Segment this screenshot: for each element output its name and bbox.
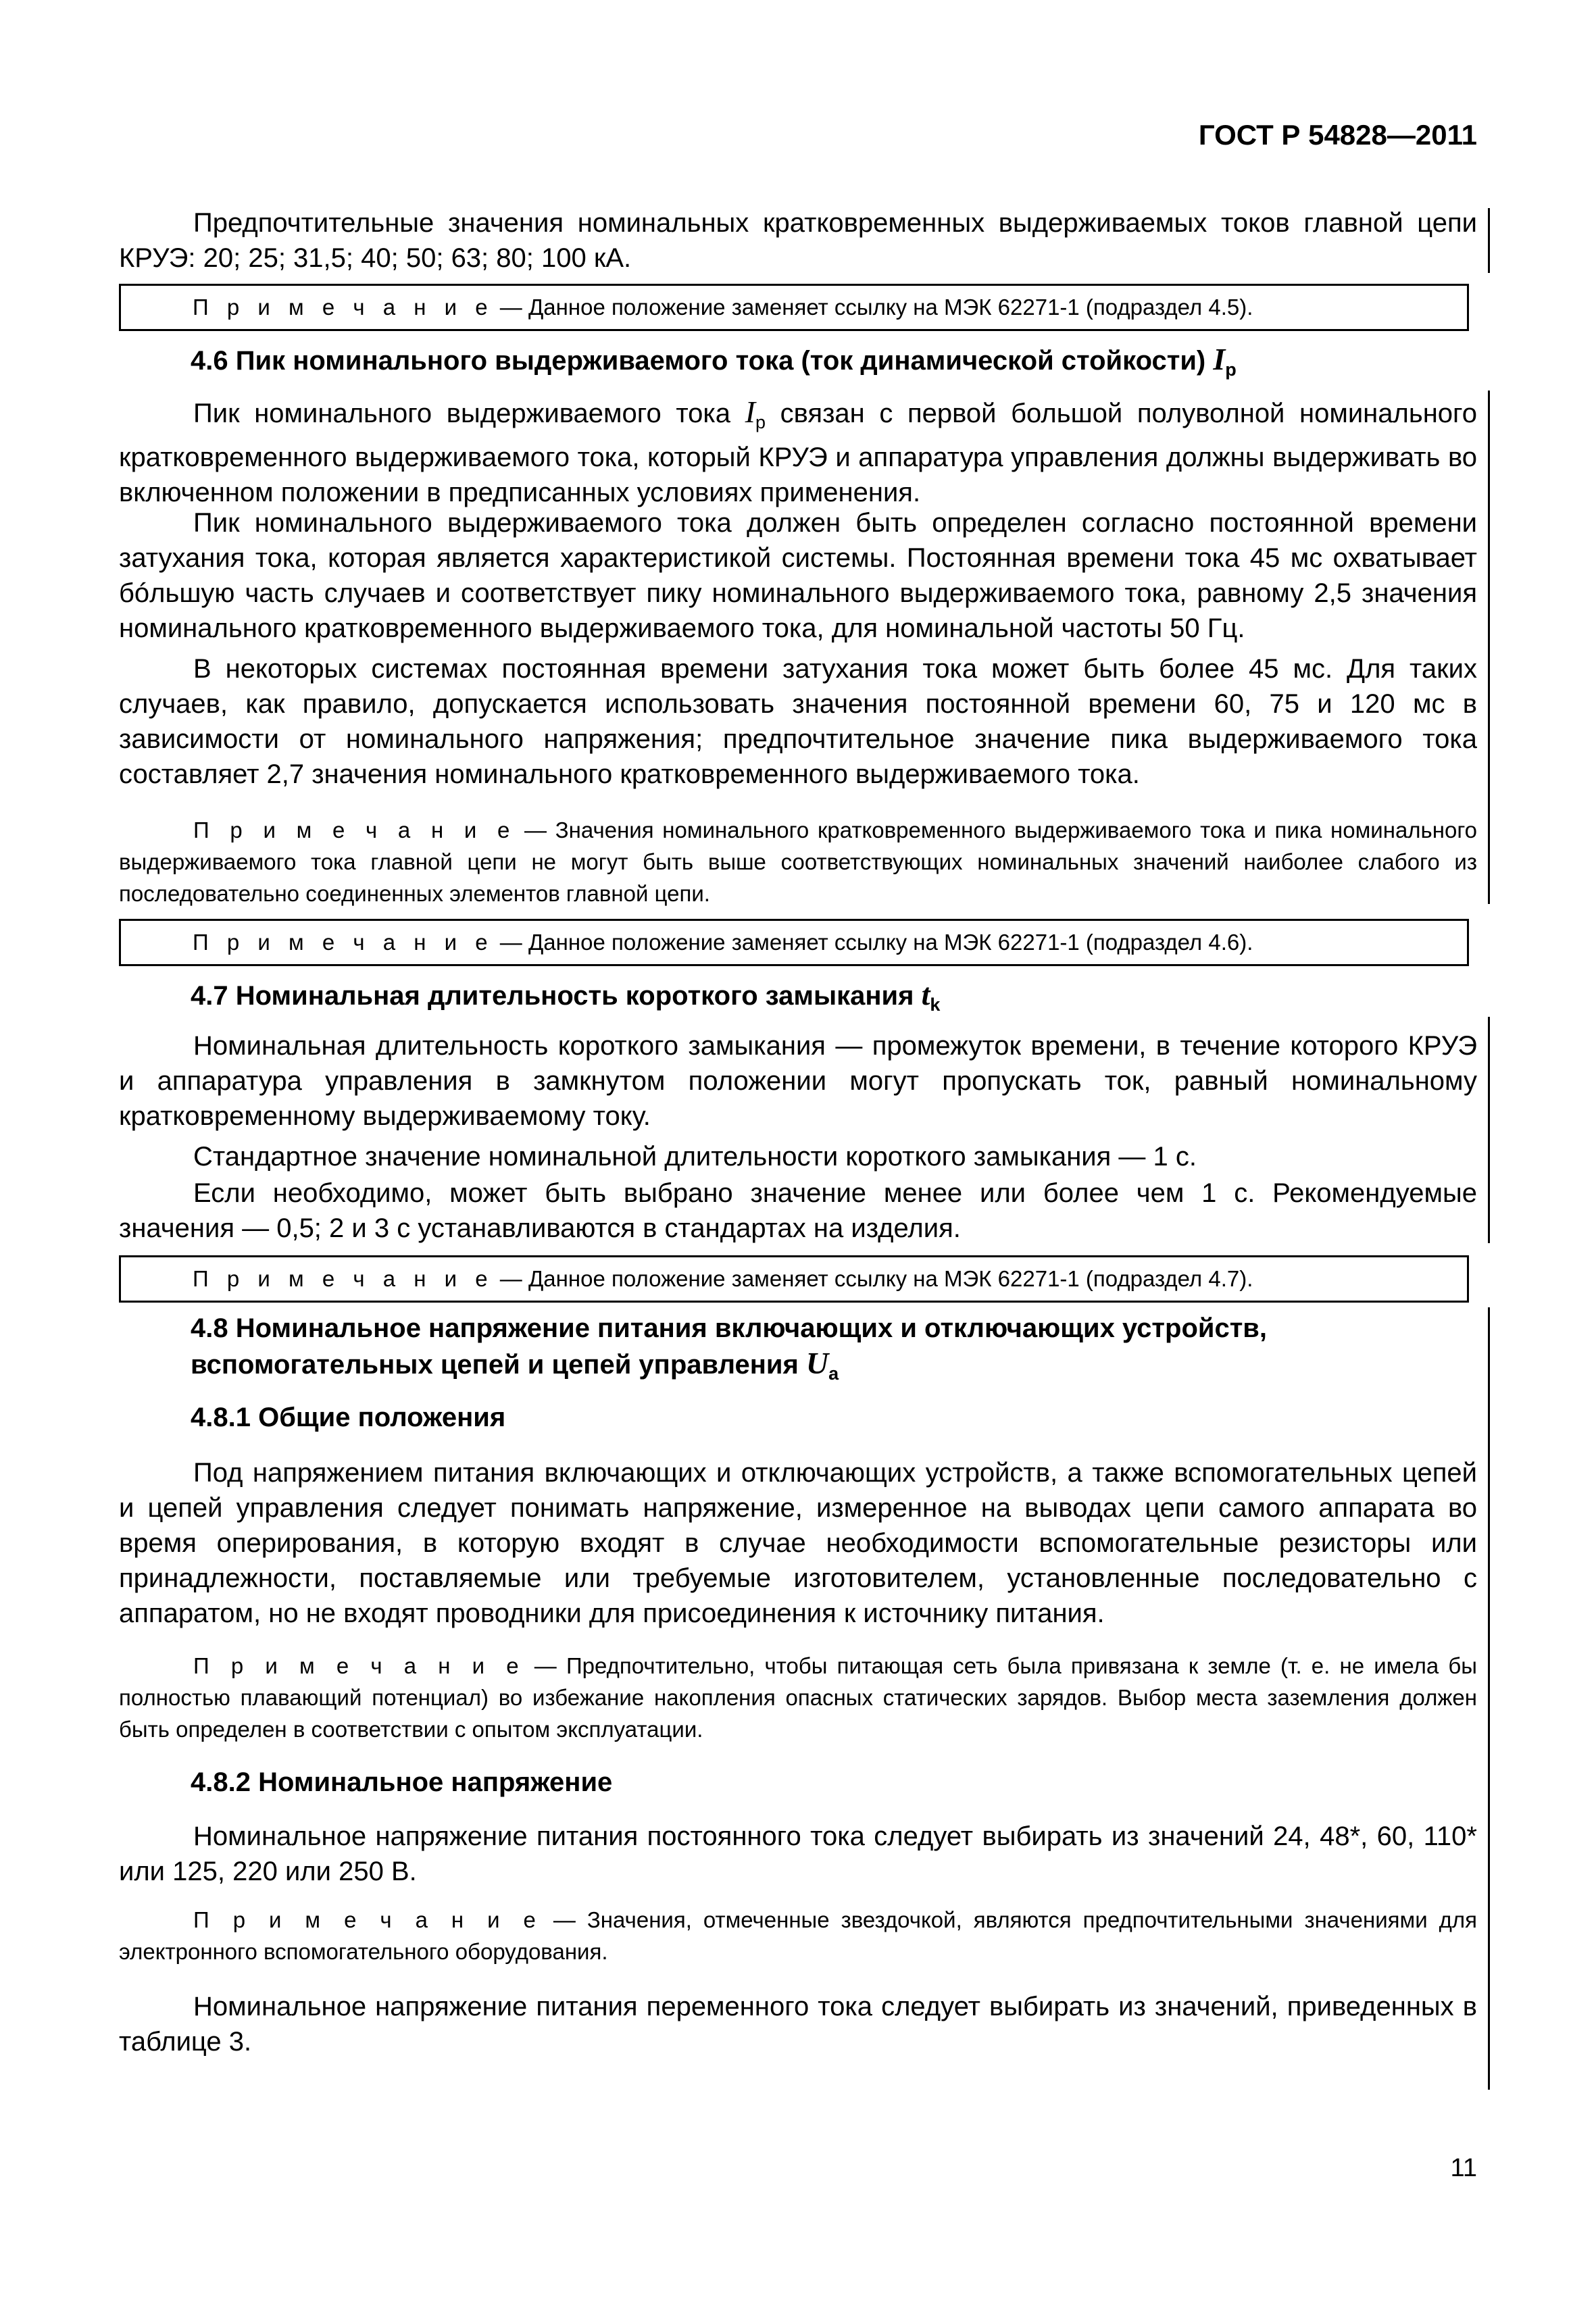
note-label: П р и м е ч а н и е bbox=[193, 1266, 494, 1291]
note-box-4-5 bbox=[119, 284, 1469, 331]
paragraph-4-7-a: Номинальная длительность короткого замыкания — промежуток времени, в течение которого КРУЭ и аппаратура управления в замкнутом положении могут пропускать ток, равный номинальному кратковременному выдерживаемому току. bbox=[119, 1031, 1477, 1131]
heading-text: 4.6 Пик номинального выдерживаемого тока (ток динамической стойкости) bbox=[191, 346, 1214, 376]
subscript: p bbox=[1225, 359, 1237, 380]
paragraph-4-8-1: Под напряжением питания включающих и отключающих устройств, а также вспомогательных цепей и цепей управления следует понимать напряжение, измеренное на выводах цепи самого аппарата во время оперирования, в которую входят в случае необходимости вспомогательные резисторы или принадлежности, поставляемые или требуемые изготовителем, установленные последовательно с аппаратом, но не входят проводники для присоединения к источнику питания. bbox=[119, 1458, 1477, 1628]
note-label: П р и м е ч а н и е bbox=[193, 930, 494, 955]
note-text: — Данное положение заменяет ссылку на МЭК 62271-1 (подраздел 4.7). bbox=[493, 1266, 1253, 1291]
note-label: П р и м е ч а н и е bbox=[193, 1653, 525, 1678]
heading-text: вспомогательных цепей и цепей управления bbox=[191, 1350, 806, 1380]
change-bar bbox=[1488, 1017, 1490, 1243]
heading-text: 4.8 Номинальное напряжение питания включающих и отключающих устройств, bbox=[191, 1313, 1268, 1343]
symbol: I bbox=[1213, 342, 1226, 376]
note-text: — Значения номинального кратковременного выдерживаемого тока и пика номинального выдерживаемого тока главной цепи не могут быть выше соответствующих номинальных значений наиболее слабого из последовательно соединенных элементов главной цепи. bbox=[119, 818, 1477, 906]
heading-4-8 bbox=[191, 1311, 1267, 1391]
paragraph-4-6-b: Пик номинального выдерживаемого тока должен быть определен согласно постоянной времени затухания тока, которая является характеристикой системы. Постоянная времени тока 45 мс охватывает бóльшую часть случаев и соответствует пику номинального выдерживаемого тока, равному 2,5 значения номинального кратковременного выдерживаемого тока, для номинальной частоты 50 Гц. bbox=[119, 508, 1477, 643]
change-bar bbox=[1488, 1307, 1490, 2090]
change-bar bbox=[1488, 391, 1490, 904]
paragraph-4-6-a bbox=[119, 395, 1477, 510]
paragraph-4-6-c: В некоторых системах постоянная времени затухания тока может быть более 45 мс. Для таких случаев, как правило, допускается использовать значения постоянной времени 60, 75 и 120 мс в зависимости от номинального напряжения; предпочтительное значение пика выдерживаемого тока составляет 2,7 значения номинального кратковременного выдерживаемого тока. bbox=[119, 654, 1477, 789]
symbol: U bbox=[805, 1346, 829, 1380]
paragraph-4-8-2-a: Номинальное напряжение питания постоянного тока следует выбирать из значений 24, 48*, 60, 110* или 125, 220 или 250 В. bbox=[119, 1821, 1477, 1886]
note-box-4-7 bbox=[119, 1255, 1469, 1303]
page-number: 11 bbox=[1450, 2154, 1477, 2182]
text: Пик номинального выдерживаемого тока bbox=[193, 399, 745, 428]
paragraph-4-7-c: Если необходимо, может быть выбрано значение менее или более чем 1 с. Рекомендуемые значения — 0,5; 2 и 3 с устанавливаются в стандартах на изделия. bbox=[119, 1178, 1477, 1243]
heading-4-7 bbox=[191, 977, 940, 1022]
subscript: k bbox=[930, 995, 941, 1015]
heading-4-6 bbox=[191, 342, 1237, 387]
note-label: П р и м е ч а н и е bbox=[193, 818, 516, 842]
document-header: ГОСТ Р 54828—2011 bbox=[1198, 119, 1477, 151]
note-label: П р и м е ч а н и е bbox=[193, 295, 494, 320]
change-bar bbox=[1488, 208, 1490, 273]
subscript: a bbox=[828, 1363, 839, 1384]
paragraph-4-7-b: Стандартное значение номинальной длительности короткого замыкания — 1 с. bbox=[193, 1142, 1197, 1172]
paragraph-4-8-2-b: Номинальное напряжение питания переменного тока следует выбирать из значений, приведенных в таблице 3. bbox=[119, 1992, 1477, 2057]
note-label: П р и м е ч а н и е bbox=[193, 1907, 542, 1932]
heading-4-8-2: 4.8.2 Номинальное напряжение bbox=[191, 1767, 613, 1797]
heading-text: 4.7 Номинальная длительность короткого замыкания bbox=[191, 981, 922, 1011]
paragraph-preferred-values: Предпочтительные значения номинальных кратковременных выдерживаемых токов главной цепи КРУЭ: 20; 25; 31,5; 40; 50; 63; 80; 100 кА. bbox=[119, 208, 1477, 273]
note-4-8-1 bbox=[119, 1650, 1477, 1745]
note-box-4-6 bbox=[119, 919, 1469, 966]
note-text: — Предпочтительно, чтобы питающая сеть была привязана к земле (т. е. не имела бы полностью плавающий потенциал) во избежание накопления опасных статических зарядов. Выбор места заземления должен быть определен в соответствии с опытом эксплуатации. bbox=[119, 1653, 1477, 1742]
note-text: — Данное положение заменяет ссылку на МЭК 62271-1 (подраздел 4.6). bbox=[493, 930, 1253, 955]
text: связан с первой большой полуволной номинального кратковременного выдерживаемого тока, который КРУЭ и аппаратура управления должны выдерживать во включенном положении в предписанных условиях применения. bbox=[119, 399, 1477, 507]
subscript: p bbox=[755, 412, 766, 432]
note-4-6 bbox=[119, 814, 1477, 909]
symbol: t bbox=[921, 977, 930, 1011]
heading-4-8-1: 4.8.1 Общие положения bbox=[191, 1403, 506, 1432]
note-4-8-2 bbox=[119, 1904, 1477, 1967]
symbol: I bbox=[745, 395, 755, 429]
note-text: — Значения, отмеченные звездочкой, являются предпочтительными значениями для электронного вспомогательного оборудования. bbox=[119, 1907, 1477, 1964]
note-text: — Данное положение заменяет ссылку на МЭК 62271-1 (подраздел 4.5). bbox=[493, 295, 1253, 320]
